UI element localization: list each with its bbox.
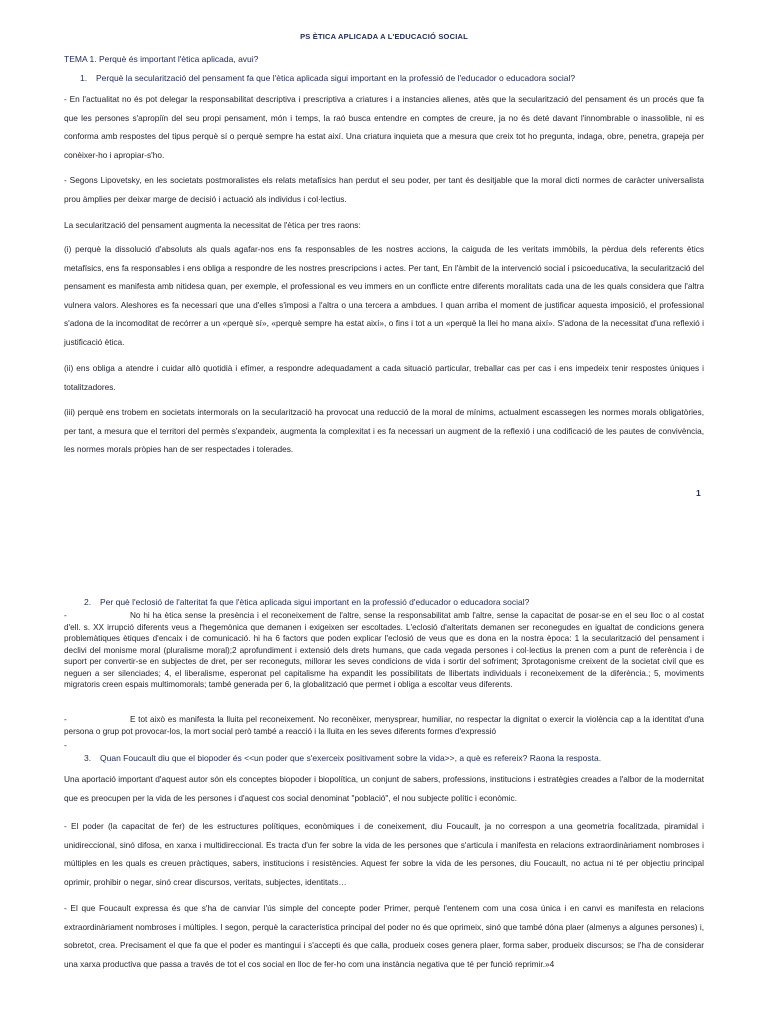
s1-paragraph-4: (i) perquè la dissolució d'absoluts als quals agafar-nos ens fa responsables de les nostres accions, la caiguda de les veritats immòbils, la pèrdua dels referents ètics metafísics, ens fa responsables i ens obliga a respondre de les nostres prescripcions i actes. Per tant, En l'àmbit de la intervenció social i psicoeducativa, la secularització del pensament es manifesta amb nitidesa quan, per exemple, el professional es veu immers en un conflicte entre diferents moralitats cada una de les quals considera que l'altra vulnera valors. Aleshores es fa necessari que una d'elles s'imposi a l'altra o una tercera a ambdues. I quan arriba el moment de justificar aquesta imposició, el professional s'adona de la incomoditat de recórrer a un «perquè sí», «perquè sempre ha estat així», o fins i tot a un «perquè la llei ho mana així». S'adona de la necessitat d'una reflexió i justificació ètica. bbox=[64, 244, 704, 347]
s1-paragraph-1: - En l'actualitat no és pot delegar la responsabilitat descriptiva i prescriptiva a criatures i a instancies alienes, atès que la secularització del pensament és un procés que fa que les persones s'apropiïn del seu propi pensament, món i temps, la raó busca entendre en comptes de creure, ja no és deté davant l'innombrable o inassolible, ni es conforma amb respostes del tipus perquè sí o perquè sempre ha estat així. Una criatura inquieta que a mesura que creix tot ho pregunta, indaga, obre, penetra, grapeja per conèixer-ho i apropiar-s'ho. bbox=[64, 94, 704, 160]
s2-dash-2: - bbox=[64, 715, 67, 724]
page-number: 1 bbox=[696, 488, 701, 498]
question-2-text: Per què l'eclosió de l'alteritat fa que l'ètica aplicada sigui important en la professió d'educador o educadora social? bbox=[100, 597, 530, 607]
s3-paragraph-2: - El poder (la capacitat de fer) de les estructures polítiques, econòmiques i de coneixement, diu Foucault, ja no correspon a una geometria focalitzada, piramidal i unidireccional, sinó difosa, en xarxa i multidireccional. Es tracta d'un fer sobre la vida de les persones que s'articula i manifesta en relacions extraordinàriament nombroses i múltiples en les quals es creuen pràctiques, sabers, institucions i resistències. Aquest fer sobre la vida de les persones, diu Foucault, no actua ni té per objectiu principal oprimir, prohibir o negar, sinó crear discursos, veritats, subjectes, identitats… bbox=[64, 821, 704, 887]
s2-paragraph-1-text: No hi ha ètica sense la presència i el reconeixement de l'altre, sense la responsabilitat amb l'altre, sense la capacitat de posar-se en el seu lloc o al costat d'ell. s. XX irrupció diferents veus a l'hegemònica que demanen i exigeixen ser escoltades. L'eclosió d'alteritats demanen ser reconegudes en igualtat de condicions genera problemàtiques ètiques d'encaix i de comunicació. hi ha 6 factors que poden explicar l'eclosió de veus que es dona en la nostra època: 1 la secularització del pensament i declivi del monisme moral (pluralisme moral);2 aprofundiment i extensió dels drets humans, que cada vegada persones i col·lectius la prenen com a punt de referència i de suport per convertir-se en subjectes de dret, per ser reconeguts, millorar les seves condicions de vida i sortir del sofriment; 3protagonisme creixent de la societat civil que es neguen a ser silenciades; 4, el liberalisme, esperonat pel capitalisme ha expandit les possibilitats de llibertats individuals i reconeixement de la diferència.; 5, moviments migratoris creen espais multimomorals; també generada per 6, la globalització que permet i obliga a escoltar veus diferents. bbox=[64, 611, 704, 689]
s1-paragraph-6: (iii) perquè ens trobem en societats intermorals on la secularització ha provocat una reducció de la moral de mínims, actualment escassegen les normes morals obligatòries, per tant, a mesura que el territori del permès s'expandeix, augmenta la complexitat i es fa necessari un augment de la reflexió i una codificació de les pautes de convivència, les normes morals pròpies han de ser respectades i tolerades. bbox=[64, 407, 704, 454]
s2-paragraph-2 bbox=[64, 714, 704, 737]
document-title: PS ÈTICA APLICADA A L'EDUCACIÓ SOCIAL bbox=[300, 32, 468, 41]
question-3-number: 3. bbox=[84, 753, 92, 763]
s2-paragraph-2-text: E tot això es manifesta la lluita pel reconeixement. No reconèixer, menysprear, humiliar, no respectar la dignitat o exercir la violència cap a la identitat d'una persona o grup pot provocar-los, la mort social però també a reacció i la lluita en les seves diferents formes d'expressió bbox=[64, 715, 704, 736]
question-3-text: Quan Foucault diu que el biopoder és <<un poder que s'exerceix positivament sobre la vida>>, a què es refereix? Raona la resposta. bbox=[100, 753, 602, 763]
s3-paragraph-3: - El que Foucault expressa és que s'ha de canviar l'ús simple del concepte poder Primer, perquè l'entenem com una cosa única i en canvi es manifesta en relacions extraordinàriament nombroses i múltiples. I segon, perquè la característica principal del poder no és que oprimeix, sinó que també dóna plaer (almenys a algunes persones) i, sobretot, crea. Precisament el que fa que el poder es mantingui i s'accepti és que calla, produeix coses genera plaer, forma saber, produeix discursos; se l'ha de considerar una xarxa productiva que passa a través de tot el cos social en lloc de fer-ho com una instància negativa que té per funció reprimir.»4 bbox=[64, 903, 704, 969]
question-3 bbox=[84, 753, 704, 763]
s1-paragraph-3: La secularització del pensament augmenta la necessitat de l'ètica per tres raons: bbox=[64, 220, 361, 230]
question-2 bbox=[84, 597, 704, 607]
s2-dash-1: - bbox=[64, 611, 67, 620]
question-1 bbox=[80, 73, 700, 83]
question-2-number: 2. bbox=[84, 597, 92, 607]
s1-paragraph-2: - Segons Lipovetsky, en les societats postmoralistes els relats metafísics han perdut el seu poder, per tant és desitjable que la moral dicti normes de caràcter universalista prou àmplies per deixar marge de decisió i actuació als individus i col·lectius. bbox=[64, 175, 704, 204]
s1-paragraph-5: (ii) ens obliga a atendre i cuidar allò quotidià i efímer, a respondre adequadament a cada situació particular, treballar cas per cas i ens impedeix tenir respostes úniques i totalitzadores. bbox=[64, 363, 704, 392]
s2-dash-3: - bbox=[64, 740, 67, 750]
question-1-number: 1. bbox=[80, 73, 88, 83]
s3-paragraph-1: Una aportació important d'aquest autor són els conceptes biopoder i biopolítica, un conjunt de sabers, professions, institucions i estratègies creades a l'albor de la modernitat que es preocupen per la vida de les persones i d'aquest cos social denominat "població", el nou subjecte polític i econòmic. bbox=[64, 774, 704, 803]
question-1-text: Perquè la secularització del pensament fa que l'ètica aplicada sigui important en la professió de l'educador o educadora social? bbox=[96, 73, 576, 83]
s2-paragraph-1 bbox=[64, 610, 704, 691]
topic-heading: TEMA 1. Perquè és important l'ètica aplicada, avui? bbox=[64, 54, 259, 64]
